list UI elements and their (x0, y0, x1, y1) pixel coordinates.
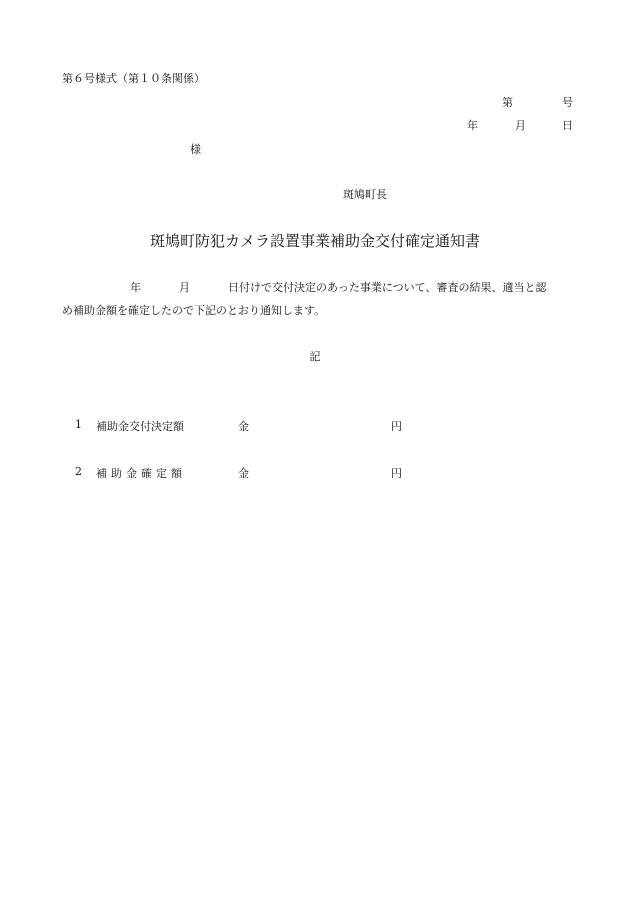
item-kin: 金 (238, 467, 249, 480)
item-label: 補助金交付決定額 (96, 420, 184, 433)
ki-heading: 記 (309, 350, 321, 363)
body-year: 年 (130, 281, 141, 294)
document-title: 斑鳩町防犯カメラ設置事業補助金交付確定通知書 (149, 232, 480, 250)
body-line-2: め補助金額を確定したので下記のとおり通知します。 (62, 304, 326, 317)
item-en: 円 (391, 467, 402, 480)
form-label: 第６号様式（第１０条関係） (62, 72, 205, 85)
body-month: 月 (179, 281, 190, 294)
body-line-1-text: 日付けで交付決定のあった事業について、審査の結果、適当と認 (228, 281, 547, 294)
addressee-suffix: 様 (190, 143, 201, 156)
date-year: 年 (467, 119, 478, 132)
item-number: 2 (75, 465, 82, 478)
body-line-1 (130, 279, 546, 295)
item-kin: 金 (238, 420, 249, 433)
item-en: 円 (391, 420, 402, 433)
date-day: 日 (562, 119, 573, 132)
number-dai: 第 (502, 96, 513, 109)
date-month: 月 (515, 119, 526, 132)
item-number: 1 (75, 418, 82, 431)
issuer: 斑鳩町長 (343, 188, 387, 201)
number-go: 号 (562, 96, 573, 109)
item-label: 補助金確定額 (96, 467, 186, 480)
